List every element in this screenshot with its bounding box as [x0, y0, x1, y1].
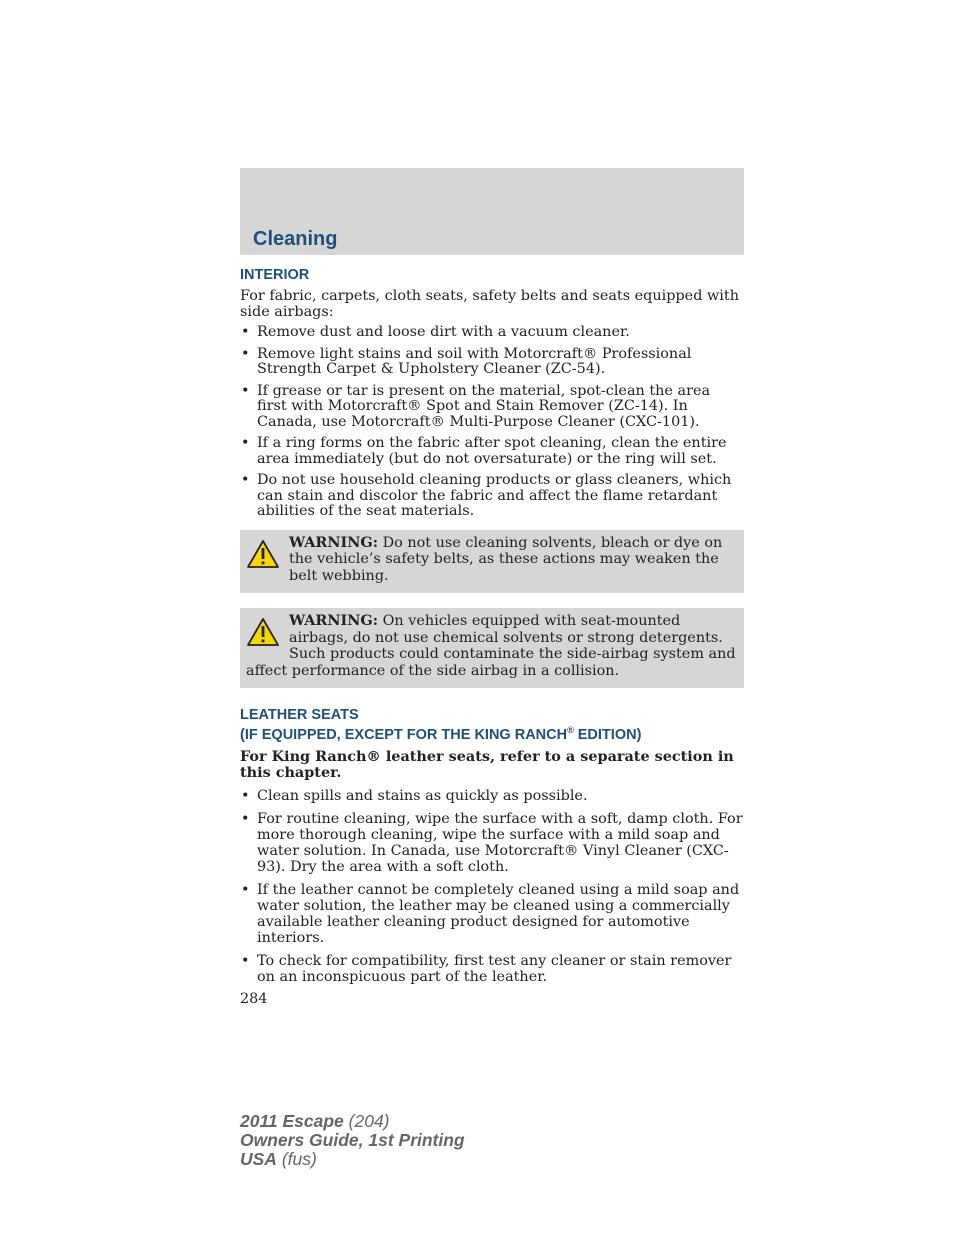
- warning-triangle-icon: [246, 617, 280, 647]
- list-item: • To check for compatibility, first test any cleaner or stain remover on an inconspicuous part of the leather.: [240, 953, 744, 985]
- footer-market: USA: [240, 1149, 277, 1169]
- leather-heading-line2: (IF EQUIPPED, EXCEPT FOR THE KING RANCH: [240, 726, 568, 743]
- list-item: • If the leather cannot be completely cleaned using a mild soap and water solution, the leather may be cleaned using a commercially available leather cleaning product designed for automotive interiors.: [240, 882, 744, 946]
- footer-printing: Owners Guide, 1st Printing: [240, 1130, 465, 1150]
- warning-text: On vehicles equipped with seat-mounted airbags, do not use chemical solvents or strong detergents. Such products could contaminate the side-airbag system and affect performance of the side airbag in a collision.: [246, 613, 736, 679]
- list-item: • If grease or tar is present on the material, spot-clean the area first with Motorcraft® Spot and Stain Remover (ZC-14). In Canada, use Motorcraft® Multi-Purpose Cleaner (CXC-101).: [240, 384, 744, 431]
- footer-model: 2011 Escape: [240, 1111, 344, 1131]
- interior-intro: For fabric, carpets, cloth seats, safety belts and seats equipped with side airbags:: [240, 288, 739, 320]
- page-number: 284: [240, 990, 268, 1007]
- warning-text: Do not use cleaning solvents, bleach or dye on the vehicle’s safety belts, as these actions may weaken the belt webbing.: [289, 534, 723, 584]
- warning-label: WARNING:: [289, 612, 379, 629]
- footer-market-code: (fus): [276, 1149, 317, 1169]
- warning-box-safety-belts: [240, 530, 744, 594]
- section-header-band: [240, 168, 744, 255]
- section-title: Cleaning: [253, 228, 338, 250]
- warning-label: WARNING:: [289, 533, 379, 551]
- registered-mark: ®: [567, 725, 574, 735]
- leather-heading-line1: LEATHER SEATS: [240, 707, 359, 723]
- list-item: • For routine cleaning, wipe the surface with a soft, damp cloth. For more thorough cleaning, wipe the surface with a mild soap and water solution. In Canada, use Motorcraft® Vinyl Cleaner (CXC-93). Dry the area with a soft cloth.: [240, 811, 744, 875]
- list-item: • If a ring forms on the fabric after spot cleaning, clean the entire area immediately (but do not oversaturate) or the ring will set.: [240, 436, 744, 467]
- interior-bullet-list: [240, 325, 744, 520]
- leather-heading-line2-end: EDITION): [573, 726, 642, 743]
- document-footer: [240, 1112, 465, 1169]
- list-item: • Remove light stains and soil with Motorcraft® Professional Strength Carpet & Upholstery Cleaner (ZC-54).: [240, 347, 744, 378]
- king-ranch-note: For King Ranch® leather seats, refer to a separate section in this chapter.: [240, 747, 734, 781]
- footer-model-code: (204): [343, 1111, 390, 1131]
- leather-seats-heading: [240, 708, 744, 743]
- warning-box-seat-airbags: [240, 608, 744, 688]
- leather-bullet-list: [240, 788, 744, 985]
- list-item: • Do not use household cleaning products or glass cleaners, which can stain and discolor the fabric and affect the flame retardant abilities of the seat materials.: [240, 473, 744, 520]
- page-content: [240, 268, 744, 1007]
- list-item: • Clean spills and stains as quickly as possible.: [240, 788, 744, 804]
- interior-heading: INTERIOR: [240, 267, 310, 283]
- warning-triangle-icon: [246, 539, 280, 569]
- list-item: • Remove dust and loose dirt with a vacuum cleaner.: [240, 325, 744, 341]
